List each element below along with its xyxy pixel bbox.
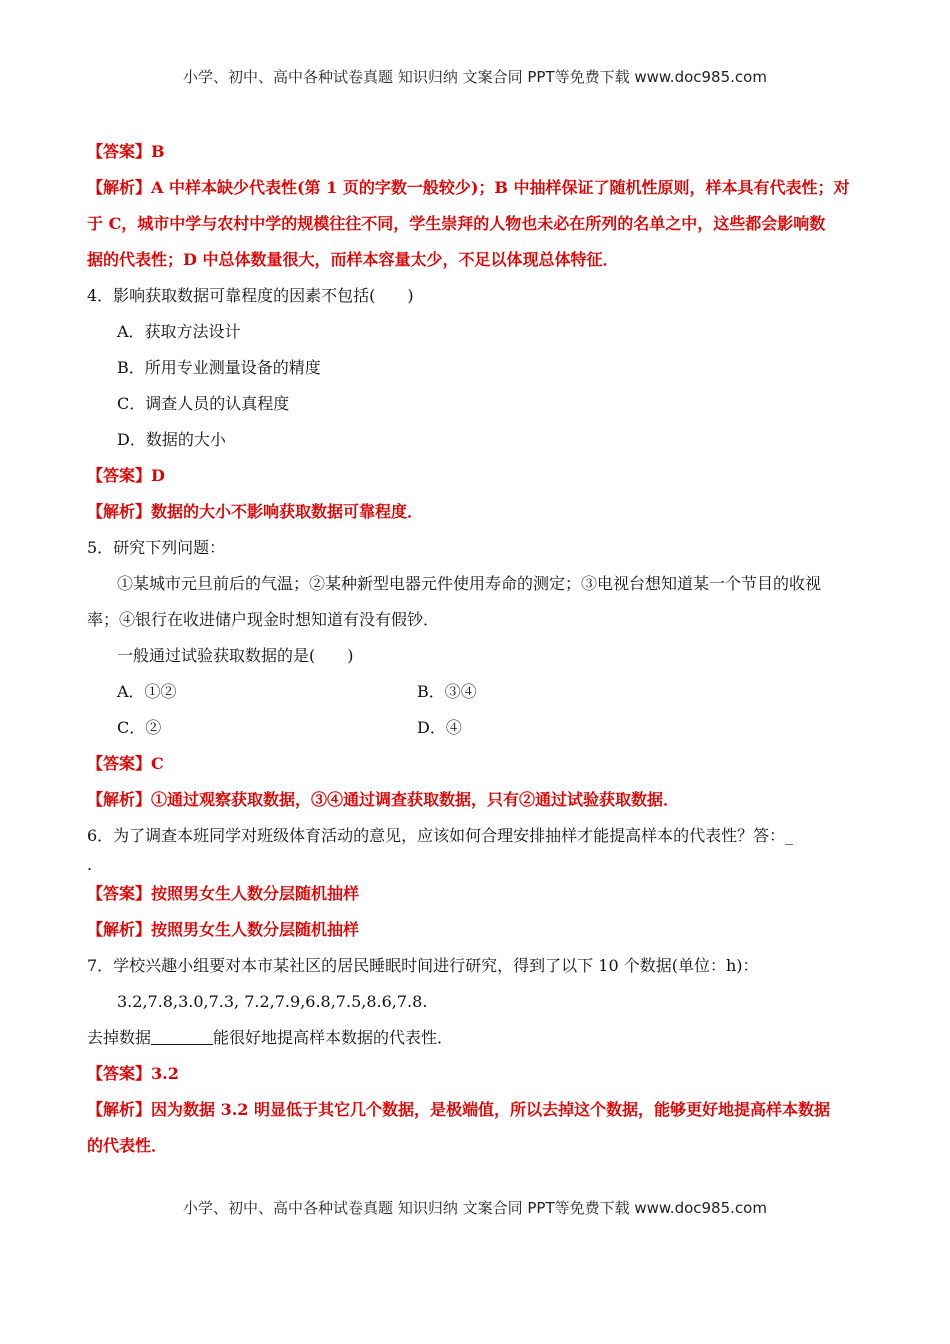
q4-analysis: 【解析】数据的大小不影响获取数据可靠程度． xyxy=(87,502,424,521)
q7-question: 7．学校兴趣小组要对本市某社区的居民睡眠时间进行研究，得到了以下 10 个数据(单位：h)： xyxy=(87,956,759,975)
q3-analysis-line: 【解析】A 中样本缺少代表性(第 1 页的字数一般较少)；B 中抽样保证了随机性原则，样本具有代表性；对 xyxy=(87,178,850,197)
q5-option-d: D．④ xyxy=(417,718,462,737)
q5-options-row-2 xyxy=(87,710,867,746)
q7-data: 3.2,7.8,3.0,7.3, 7.2,7.9,6.8,7.5,8.6,7.8. xyxy=(117,992,428,1011)
q7-blank xyxy=(151,1028,213,1045)
q5-options-row-1 xyxy=(87,674,867,710)
q5-prompt: 一般通过试验获取数据的是( ) xyxy=(117,646,354,665)
q7-blank-prefix: 去掉数据 xyxy=(87,1028,152,1047)
q7-blank-suffix: 能很好地提高样本数据的代表性． xyxy=(213,1028,454,1047)
q6-analysis: 【解析】按照男女生人数分层随机抽样 xyxy=(87,920,360,939)
content xyxy=(87,134,867,1164)
q4-option-c: C．调查人员的认真程度 xyxy=(117,394,290,413)
q4-option-a: A．获取方法设计 xyxy=(117,322,241,341)
q7-analysis-line1: 【解析】因为数据 3.2 明显低于其它几个数据，是极端值，所以去掉这个数据，能够更好地提高样本数据 xyxy=(87,1100,830,1119)
q5-items-line2: 率；④银行在收进储户现金时想知道有没有假钞． xyxy=(87,610,440,629)
q6-answer: 【答案】按照男女生人数分层随机抽样 xyxy=(87,884,360,903)
q3-analysis-line: 于 C，城市中学与农村中学的规模往往不同，学生崇拜的人物也未必在所列的名单之中，这些都会影响数 xyxy=(87,214,826,233)
q4-question: 4．影响获取数据可靠程度的因素不包括( ) xyxy=(87,286,414,305)
q6-dot: . xyxy=(87,855,93,874)
q7-fill-line xyxy=(87,1020,867,1056)
q4-option-b: B．所用专业测量设备的精度 xyxy=(117,358,321,377)
q3-answer: 【答案】B xyxy=(87,142,165,161)
q5-option-a: A．①② xyxy=(117,682,177,701)
q4-answer: 【答案】D xyxy=(87,466,165,485)
q4-option-d: D．数据的大小 xyxy=(117,430,226,449)
q5-analysis: 【解析】①通过观察获取数据，③④通过调查获取数据，只有②通过试验获取数据． xyxy=(87,790,680,809)
q5-question: 5．研究下列问题： xyxy=(87,538,226,557)
q7-answer: 【答案】3.2 xyxy=(87,1064,179,1083)
q5-answer: 【答案】C xyxy=(87,754,164,773)
page-header: 小学、初中、高中各种试卷真题 知识归纳 文案合同 PPT等免费下载 www.doc985.com xyxy=(183,68,767,86)
q7-analysis-line2: 的代表性． xyxy=(87,1136,168,1155)
q6-question: 6．为了调查本班同学对班级体育活动的意见，应该如何合理安排抽样才能提高样本的代表性？答：_ xyxy=(87,826,794,845)
q5-items-line1: ①某城市元旦前后的气温；②某种新型电器元件使用寿命的测定；③电视台想知道某一个节目的收视 xyxy=(117,574,822,593)
page-footer: 小学、初中、高中各种试卷真题 知识归纳 文案合同 PPT等免费下载 www.doc985.com xyxy=(183,1199,767,1217)
q3-analysis-line: 据的代表性；D 中总体数量很大，而样本容量太少，不足以体现总体特征． xyxy=(87,250,619,269)
q5-option-c: C．② xyxy=(117,718,162,737)
q5-option-b: B．③④ xyxy=(417,682,477,701)
